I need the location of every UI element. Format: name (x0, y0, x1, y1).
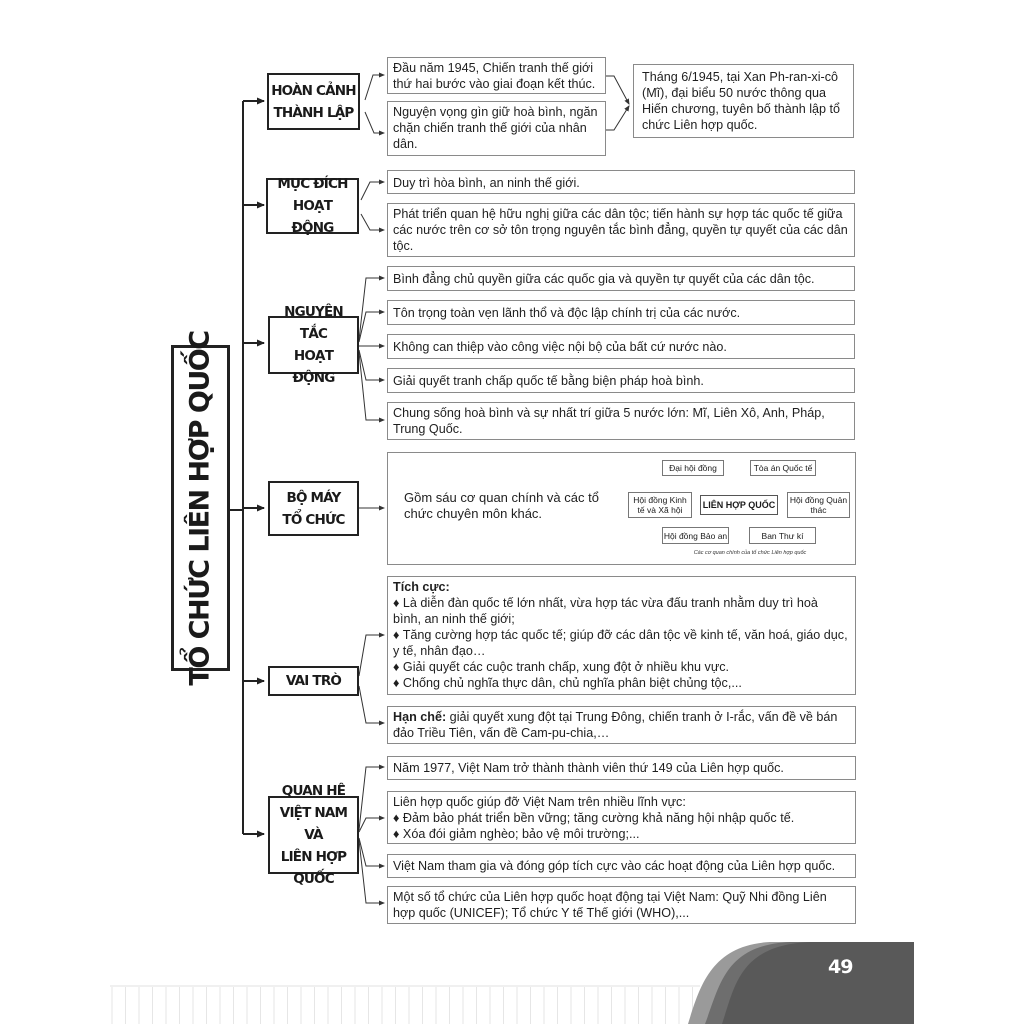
role-positive-bullet: ♦ Tăng cường hợp tác quốc tế; giúp đỡ các dân tộc về kinh tế, văn hoá, giáo dục, y tế, nhân đạo… (393, 628, 848, 658)
org-chart-caption: Các cơ quan chính của tổ chức Liên hợp quốc (693, 550, 807, 556)
category-label-line: MỤC ĐÍCH (277, 176, 348, 192)
org-node-general-assembly: Đại hội đồng (662, 460, 724, 476)
role-positive-bullet: ♦ Chống chủ nghĩa thực dân, chủ nghĩa phân biệt chủng tộc,... (393, 676, 742, 690)
org-node-united-nations: LIÊN HỢP QUỐC (700, 495, 778, 515)
principle-item-text: Bình đẳng chủ quyền giữa các quốc gia và quyền tự quyết của các dân tộc. (393, 272, 815, 286)
role-positive-bullet: ♦ Là diễn đàn quốc tế lớn nhất, vừa hợp tác vừa đấu tranh nhằm duy trì hoà bình, an ninh thế giới; (393, 596, 818, 626)
org-node-trusteeship-council: Hội đồng Quản thác (787, 492, 850, 518)
role-limitation-text: giải quyết xung đột tại Trung Đông, chiến tranh ở I-rắc, vấn đề về bán đảo Triều Tiên, vấn đề Cam-pu-chia,… (393, 710, 838, 740)
principle-item-text: Giải quyết tranh chấp quốc tế bằng biện pháp hoà bình. (393, 374, 704, 388)
category-label-line: NGUYÊN TẮC (284, 304, 343, 342)
category-label-line: HOÀN CẢNH (271, 82, 356, 99)
category-label-line: VAI TRÒ (285, 673, 342, 689)
founding-result-text: Tháng 6/1945, tại Xan Ph-ran-xi-cô (Mĩ), đại biểu 50 nước thông qua Hiến chương, tuyên bố thành lập tổ chức Liên hợp quốc. (642, 70, 841, 132)
principle-item-text: Không can thiệp vào công việc nội bộ của bất cứ nước nào. (393, 340, 727, 354)
category-label-line: VIỆT NAM VÀ (279, 805, 348, 843)
category-label-line: BỘ MÁY (286, 489, 341, 506)
org-node-security-council: Hội đồng Bảo an (662, 527, 729, 544)
main-title: TỔ CHỨC LIÊN HỢP QUỐC (185, 330, 217, 686)
category-label-line: THÀNH LẬP (273, 104, 354, 121)
org-node-economic-social-council: Hội đồng Kinh tế và Xã hội (628, 492, 692, 518)
category-label-line: LIÊN HỢP QUỐC (280, 849, 347, 887)
org-node-secretariat: Ban Thư kí (749, 527, 816, 544)
principle-item-text: Chung sống hoà bình và sự nhất trí giữa 5 nước lớn: Mĩ, Liên Xô, Anh, Pháp, Trung Quốc. (393, 406, 825, 436)
relation-item-bullet: ♦ Xóa đói giảm nghèo; bảo vệ môi trường;... (393, 827, 640, 841)
category-label-line: TỔ CHỨC (282, 511, 345, 528)
context-item-text: Nguyện vọng gìn giữ hoà bình, ngăn chặn chiến tranh thế giới của nhân dân. (393, 105, 598, 151)
role-positive-heading: Tích cực: (393, 580, 450, 594)
role-limitation-heading: Hạn chế: (393, 710, 447, 724)
relation-item-text: Năm 1977, Việt Nam trở thành thành viên thứ 149 của Liên hợp quốc. (393, 761, 784, 775)
relation-item-text: Một số tổ chức của Liên hợp quốc hoạt động tại Việt Nam: Quỹ Nhi đồng Liên hợp quốc (UNICEF); Tổ chức Y tế Thế giới (WHO),... (393, 890, 827, 920)
purpose-item-text: Duy trì hòa bình, an ninh thế giới. (393, 176, 580, 190)
org-node-international-court: Tòa án Quốc tế (750, 460, 816, 476)
relation-item-bullet: ♦ Đảm bảo phát triển bền vững; tăng cường khả năng hội nhập quốc tế. (393, 811, 795, 825)
category-label-line: QUAN HỆ (281, 783, 346, 799)
role-positive-bullet: ♦ Giải quyết các cuộc tranh chấp, xung đột ở nhiều khu vực. (393, 660, 730, 674)
principle-item-text: Tôn trọng toàn vẹn lãnh thổ và độc lập chính trị của các nước. (393, 306, 741, 320)
relation-item-text: Việt Nam tham gia và đóng góp tích cực vào các hoạt động của Liên hợp quốc. (393, 859, 836, 873)
purpose-item-text: Phát triển quan hệ hữu nghị giữa các dân tộc; tiến hành sự hợp tác quốc tế giữa các nước trên cơ sở tôn trọng nguyên tắc bình đẳng, quyền tự quyết của các dân tộc. (393, 207, 848, 253)
structure-description: Gồm sáu cơ quan chính và các tổ chức chuyên môn khác. (404, 490, 599, 521)
relation-item-text: Liên hợp quốc giúp đỡ Việt Nam trên nhiều lĩnh vực: (393, 795, 686, 809)
page-number: 49 (828, 956, 853, 978)
category-label-line: HOẠT ĐỘNG (292, 348, 335, 386)
category-label-line: HOẠT ĐỘNG (291, 198, 334, 236)
context-item-text: Đầu năm 1945, Chiến tranh thế giới thứ hai bước vào giai đoạn kết thúc. (393, 61, 596, 91)
